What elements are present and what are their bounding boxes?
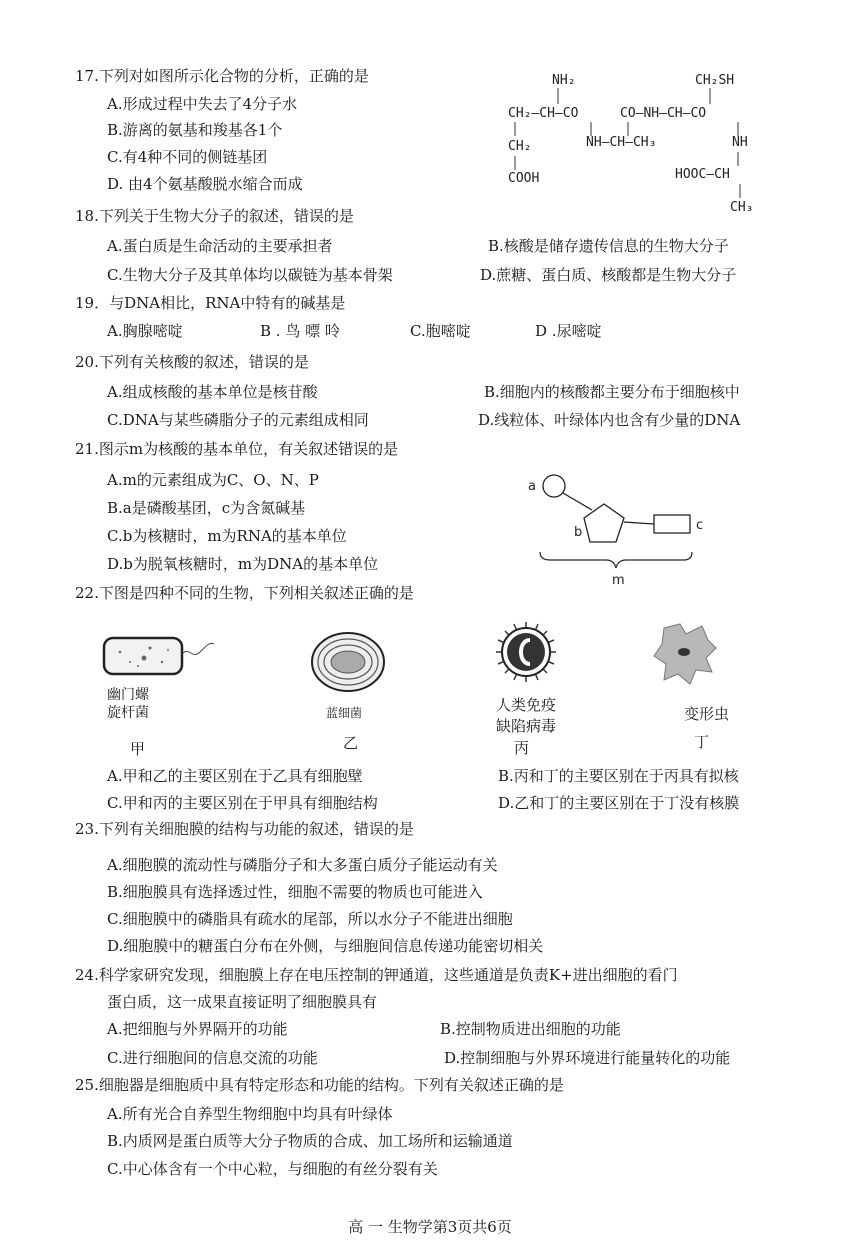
pentose-pentagon: [584, 504, 624, 542]
q19-option-c: C.胞嘧啶: [410, 322, 471, 340]
organism-tag-bing: 丙: [514, 739, 530, 757]
q20-stem: 20.下列有关核酸的叙述，错误的是: [75, 353, 309, 371]
q19-stem: 19．与DNA相比，RNA中特有的碱基是: [75, 294, 346, 312]
organism-label-jia: 幽门螺 旋杆菌: [107, 687, 149, 721]
chem-row1b: CO—NH—CH—CO: [620, 106, 707, 121]
base-rectangle: [654, 515, 690, 533]
q24-option-d: D.控制细胞与外界环境进行能量转化的功能: [444, 1049, 731, 1067]
q22-option-d: D.乙和丁的主要区别在于丁没有核膜: [498, 794, 740, 812]
helicobacter-image: [100, 632, 220, 682]
q18-option-a: A.蛋白质是生命活动的主要承担者: [107, 237, 333, 255]
organism-label-ding: 变形虫: [684, 705, 730, 723]
m-brace: [540, 552, 692, 568]
organism-tag-yi: 乙: [343, 734, 359, 752]
q22-option-c: C.甲和丙的主要区别在于甲具有细胞结构: [107, 794, 378, 812]
chem-row2: NH—CH—CH₃: [586, 135, 657, 150]
q24-option-b: B.控制物质进出细胞的功能: [440, 1020, 621, 1038]
q17-option-c: C.有4种不同的侧链基团: [107, 148, 268, 166]
q18-option-b: B.核酸是储存遗传信息的生物大分子: [488, 237, 729, 255]
label-c: c: [696, 518, 704, 533]
organism-label-yi: 蓝细菌: [326, 706, 363, 720]
label-m: m: [612, 573, 625, 586]
q19-option-b: B . 鸟 嘌 呤: [260, 322, 340, 340]
chem-ch3: CH₃: [730, 200, 754, 215]
chem-row1a: CH₂—CH—CO: [508, 106, 579, 121]
chem-hooc: HOOC—CH: [675, 167, 730, 182]
q18-option-c: C.生物大分子及其单体均以碳链为基本骨架: [107, 266, 393, 284]
amoeba-image: [650, 620, 720, 688]
q25-option-b: B.内质网是蛋白质等大分子物质的合成、加工场所和运输通道: [107, 1132, 513, 1150]
q23-option-b: B.细胞膜具有选择透过性，细胞不需要的物质也可能进入: [107, 883, 483, 901]
q17-option-a: A.形成过程中失去了4分子水: [107, 95, 298, 113]
chem-nh: NH: [732, 135, 748, 150]
q20-option-d: D.线粒体、叶绿体内也含有少量的DNA: [478, 411, 741, 429]
q20-option-a: A.组成核酸的基本单位是核苷酸: [107, 383, 318, 401]
q25-option-a: A.所有光合自养型生物细胞中均具有叶绿体: [107, 1105, 393, 1123]
q22-option-a: A.甲和乙的主要区别在于乙具有细胞壁: [107, 767, 363, 785]
q24-stem: 24.科学家研究发现，细胞膜上存在电压控制的钾通道，这些通道是负责K+进出细胞的看门: [75, 966, 678, 984]
q23-stem: 23.下列有关细胞膜的结构与功能的叙述，错误的是: [75, 820, 414, 838]
q22-stem: 22.下图是四种不同的生物，下列相关叙述正确的是: [75, 584, 414, 602]
q25-option-c: C.中心体含有一个中心粒，与细胞的有丝分裂有关: [107, 1160, 438, 1178]
q23-option-a: A.细胞膜的流动性与磷脂分子和大多蛋白质分子能运动有关: [107, 856, 498, 874]
chem-ch2sh: CH₂SH: [695, 73, 735, 88]
label-b: b: [574, 525, 583, 540]
chem-ch2: CH₂: [508, 139, 532, 154]
q17-option-b: B.游离的氨基和羧基各1个: [107, 121, 283, 139]
q21-option-a: A.m的元素组成为C、O、N、P: [107, 471, 319, 489]
q21-option-c: C.b为核糖时，m为RNA的基本单位: [107, 527, 347, 545]
organism-label-bing: 人类免疫 缺陷病毒: [496, 696, 557, 735]
q19-option-a: A.胸腺嘧啶: [107, 322, 183, 340]
chem-cooh: COOH: [508, 171, 540, 186]
cyanobacteria-image: [308, 630, 388, 694]
organism-tag-jia: 甲: [130, 740, 146, 758]
q20-option-b: B.细胞内的核酸都主要分布于细胞核中: [484, 383, 740, 401]
chem-nh2: NH₂: [552, 73, 576, 88]
q18-option-d: D.蔗糖、蛋白质、核酸都是生物大分子: [480, 266, 737, 284]
q22-option-b: B.丙和丁的主要区别在于丙具有拟核: [498, 767, 739, 785]
hiv-image: [494, 620, 558, 684]
q21-stem: 21.图示m为核酸的基本单位，有关叙述错误的是: [75, 440, 399, 458]
q21-option-d: D.b为脱氧核糖时，m为DNA的基本单位: [107, 555, 379, 573]
nucleotide-figure: [520, 466, 720, 586]
page-footer: 高 一 生物学第3页共6页: [348, 1218, 512, 1236]
q17-option-d: D. 由4个氨基酸脱水缩合而成: [107, 175, 303, 193]
q24-option-c: C.进行细胞间的信息交流的功能: [107, 1049, 318, 1067]
peptide-structure-figure: [500, 66, 790, 218]
organism-tag-ding: 丁: [694, 733, 710, 751]
q24-option-a: A.把细胞与外界隔开的功能: [107, 1020, 288, 1038]
q24-stem-cont: 蛋白质，这一成果直接证明了细胞膜具有: [107, 993, 378, 1011]
q18-stem: 18.下列关于生物大分子的叙述，错误的是: [75, 207, 354, 225]
q17-stem: 17.下列对如图所示化合物的分析，正确的是: [75, 67, 369, 85]
q25-stem: 25.细胞器是细胞质中具有特定形态和功能的结构。下列有关叙述正确的是: [75, 1076, 564, 1094]
q21-option-b: B.a是磷酸基团，c为含氮碱基: [107, 499, 306, 517]
phosphate-circle: [543, 475, 565, 497]
q20-option-c: C.DNA与某些磷脂分子的元素组成相同: [107, 411, 369, 429]
label-a: a: [528, 479, 536, 494]
q23-option-c: C.细胞膜中的磷脂具有疏水的尾部，所以水分子不能进出细胞: [107, 910, 513, 928]
q19-option-d: D .尿嘧啶: [535, 322, 602, 340]
q23-option-d: D.细胞膜中的糖蛋白分布在外侧，与细胞间信息传递功能密切相关: [107, 937, 544, 955]
